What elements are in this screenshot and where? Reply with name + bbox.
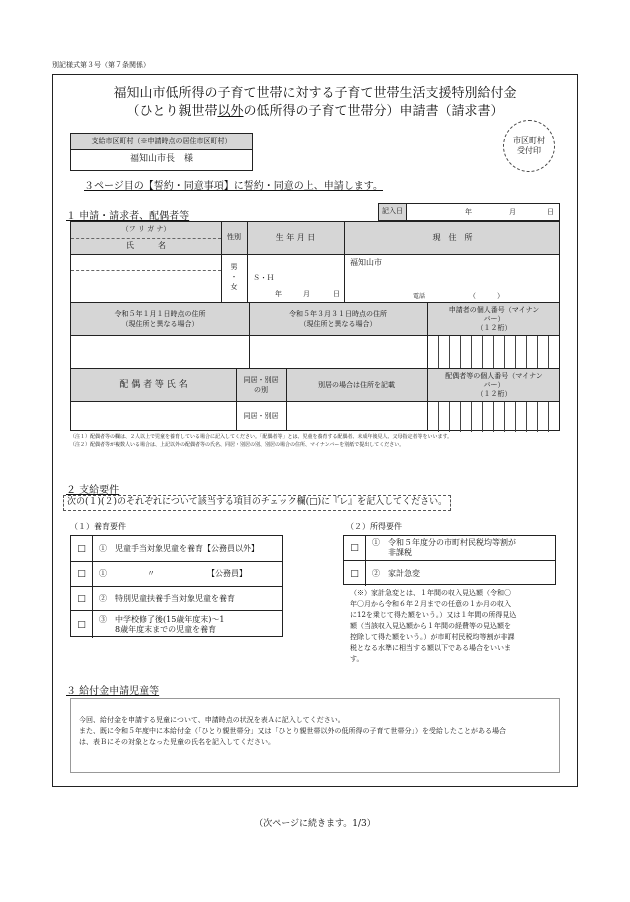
entry-date-box: 記入日 年 月 日 (378, 203, 560, 221)
income-requirement-title: （２）所得要件 (346, 522, 402, 531)
title-line-1: 福知山市低所得の子育て世帯に対する子育て世帯生活支援特別給付金 (113, 86, 517, 101)
gender-options[interactable]: 男 ・ 女 (230, 263, 238, 291)
nurturing-requirement-title: （１）養育要件 (70, 522, 126, 531)
spouse-mynumber-label: 配偶者等の個人番号（マイナン バー） （１２桁） (445, 372, 543, 398)
city-prefill: 福知山市 (350, 258, 382, 267)
mar31-address-label: 令和５年３月３１日時点の住所 （現住所と異なる場合） (289, 310, 387, 328)
spouse-mynumber-field[interactable] (427, 402, 561, 432)
nurturing-option-3[interactable]: □ ③ 中学校修了後(15歳年度末)～1 8歳年度末までの児童を養育 (71, 611, 282, 638)
note-2: （注２）配偶者等が複数人いる場合は、上記以外の配偶者等の氏名、同居・別居の別、別居の場合の住所、マイナンバーを別紙で提出してください。 (70, 442, 405, 448)
applicant-name-field[interactable] (71, 255, 221, 302)
jan1-address-field[interactable] (71, 336, 249, 368)
mar31-address-field[interactable] (249, 336, 427, 368)
nurturing-requirement-table (70, 535, 283, 637)
household-emergency-note: （※）家計急変とは、１年間の収入見込額（令和〇 年〇月から令和６年２月までの任意の１か月の収入 に12を乗じて得た額をいう。）又は１年間の所得見込 額（当該収入見込額から１年間の経費等の見込額を 控除して得た額をいう。）が市町村民税均等割が非課 税となる水準に相当する額以下である場合をいいま す。 (350, 589, 517, 663)
section3-box: 今回、給付金を申請する児童について、申請時点の状況を表Ａに記入してください。 また、既に令和５年度中に本給付金（「ひとり親世帯分」又は「ひとり親世帯以外の低所得の子育て世帯分」）を受給したことがある場合 は、表Ｂにその対象となった児童の氏名を記入してください。 (70, 698, 560, 773)
note-1: （注１）配偶者等の欄は、２人以上で児童を養育している場合に記入してください。「配偶者等」とは、児童を養育する配偶者、未成年後見人、父母指定者等をいいます。 (70, 434, 453, 440)
checkbox[interactable]: □ (71, 587, 93, 610)
income-option-1[interactable]: □ ① 令和５年度分の市町村民税均等割が 非課税 (344, 536, 555, 561)
checkbox[interactable]: □ (71, 562, 93, 586)
phone-field[interactable]: （ ） (469, 292, 504, 300)
section1-notes (70, 433, 560, 449)
page-footer: （次ページに続きます。1/3） (254, 819, 376, 829)
furigana-label: （フ リ ガ ナ） (121, 225, 171, 234)
spouse-name-label: 配 偶 者 等 氏 名 (119, 379, 188, 390)
phone-label: 電話 (413, 293, 426, 300)
section3-title: ３ 給付金申請児童等 (66, 686, 160, 697)
separate-address-label: 別居の場合は住所を記載 (318, 380, 395, 389)
agreement-statement: ３ページ目の【誓約・同意事項】に誓約・同意の上、申請します。 (84, 181, 383, 192)
entry-date-label: 記入日 (379, 204, 407, 220)
section2-instruction: 次の(１)(２)のそれぞれについて該当する項目のチェック欄(□)に『レ』を記入してください。 (63, 495, 451, 511)
reception-stamp: 市区町村 受付印 (503, 120, 555, 172)
birth-era[interactable]: Ｓ・Ｈ (253, 274, 274, 282)
section2-title: ２ 支給要件 (66, 485, 120, 496)
applicant-mynumber-label: 申請者の個人番号（マイナン バー） （１２桁） (448, 306, 540, 332)
checkbox[interactable]: □ (71, 611, 93, 638)
address-box (70, 133, 253, 171)
name-label: 氏 名 (126, 240, 166, 250)
jan1-address-label: 令和５年１月１日時点の住所 （現住所と異なる場合） (114, 310, 206, 328)
separate-address-field[interactable] (286, 402, 427, 432)
section1-title: １ 申請・請求者、配偶者等 (66, 211, 190, 222)
form-reference: 別記様式第３号（第７条関係） (52, 61, 150, 69)
income-option-2[interactable]: □ ② 家計急変 (344, 561, 555, 586)
applicant-mynumber-field[interactable] (427, 336, 561, 368)
checkbox[interactable]: □ (344, 536, 366, 560)
spouse-name-field[interactable] (71, 402, 236, 432)
current-address-label: 現 住 所 (432, 232, 473, 242)
form-title (60, 85, 570, 121)
nurturing-option-1-public[interactable]: □ ① 〃 【公務員】 (71, 562, 282, 587)
checkbox[interactable]: □ (71, 536, 93, 561)
nurturing-option-2[interactable]: □ ② 特別児童扶養手当対象児童を養育 (71, 587, 282, 611)
gender-label: 性別 (227, 233, 241, 242)
cohabit-label: 同居・別居 の別 (243, 376, 279, 394)
address-box-value: 福知山市長 様 (129, 154, 193, 165)
checkbox[interactable]: □ (344, 561, 366, 586)
title-line-2: （ひとり親世帯以外の低所得の子育て世帯分）申請書（請求書） (126, 104, 504, 119)
birthdate-label: 生 年 月 日 (275, 232, 316, 242)
income-requirement-table (343, 535, 556, 585)
applicant-table: （フ リ ガ ナ） 氏 名 性別 生 年 月 日 現 住 所 男 ・ 女 Ｓ・Ｈ 年 月 日 福知山市 電話 （ ） 令和５年１月１日時点の住所 （現住所と異なる場合） 令和５年３月３１日時点の住所 （現住所と異なる場合） 申請者の個人番号（マイナン バー） （１２桁） 配 偶 者 等 氏 名 同居・別居 の別 別居の場合は住所を記載 配偶者等の個人番号（マイナン バー） （１２桁） 同居・別居 (70, 221, 560, 431)
nurturing-option-1[interactable]: □ ① 児童手当対象児童を養育【公務員以外】 (71, 536, 282, 562)
cohabit-field[interactable]: 同居・別居 (243, 412, 279, 421)
address-box-header: 支給市区町村（※申請時点の居住市区町村） (71, 134, 252, 150)
